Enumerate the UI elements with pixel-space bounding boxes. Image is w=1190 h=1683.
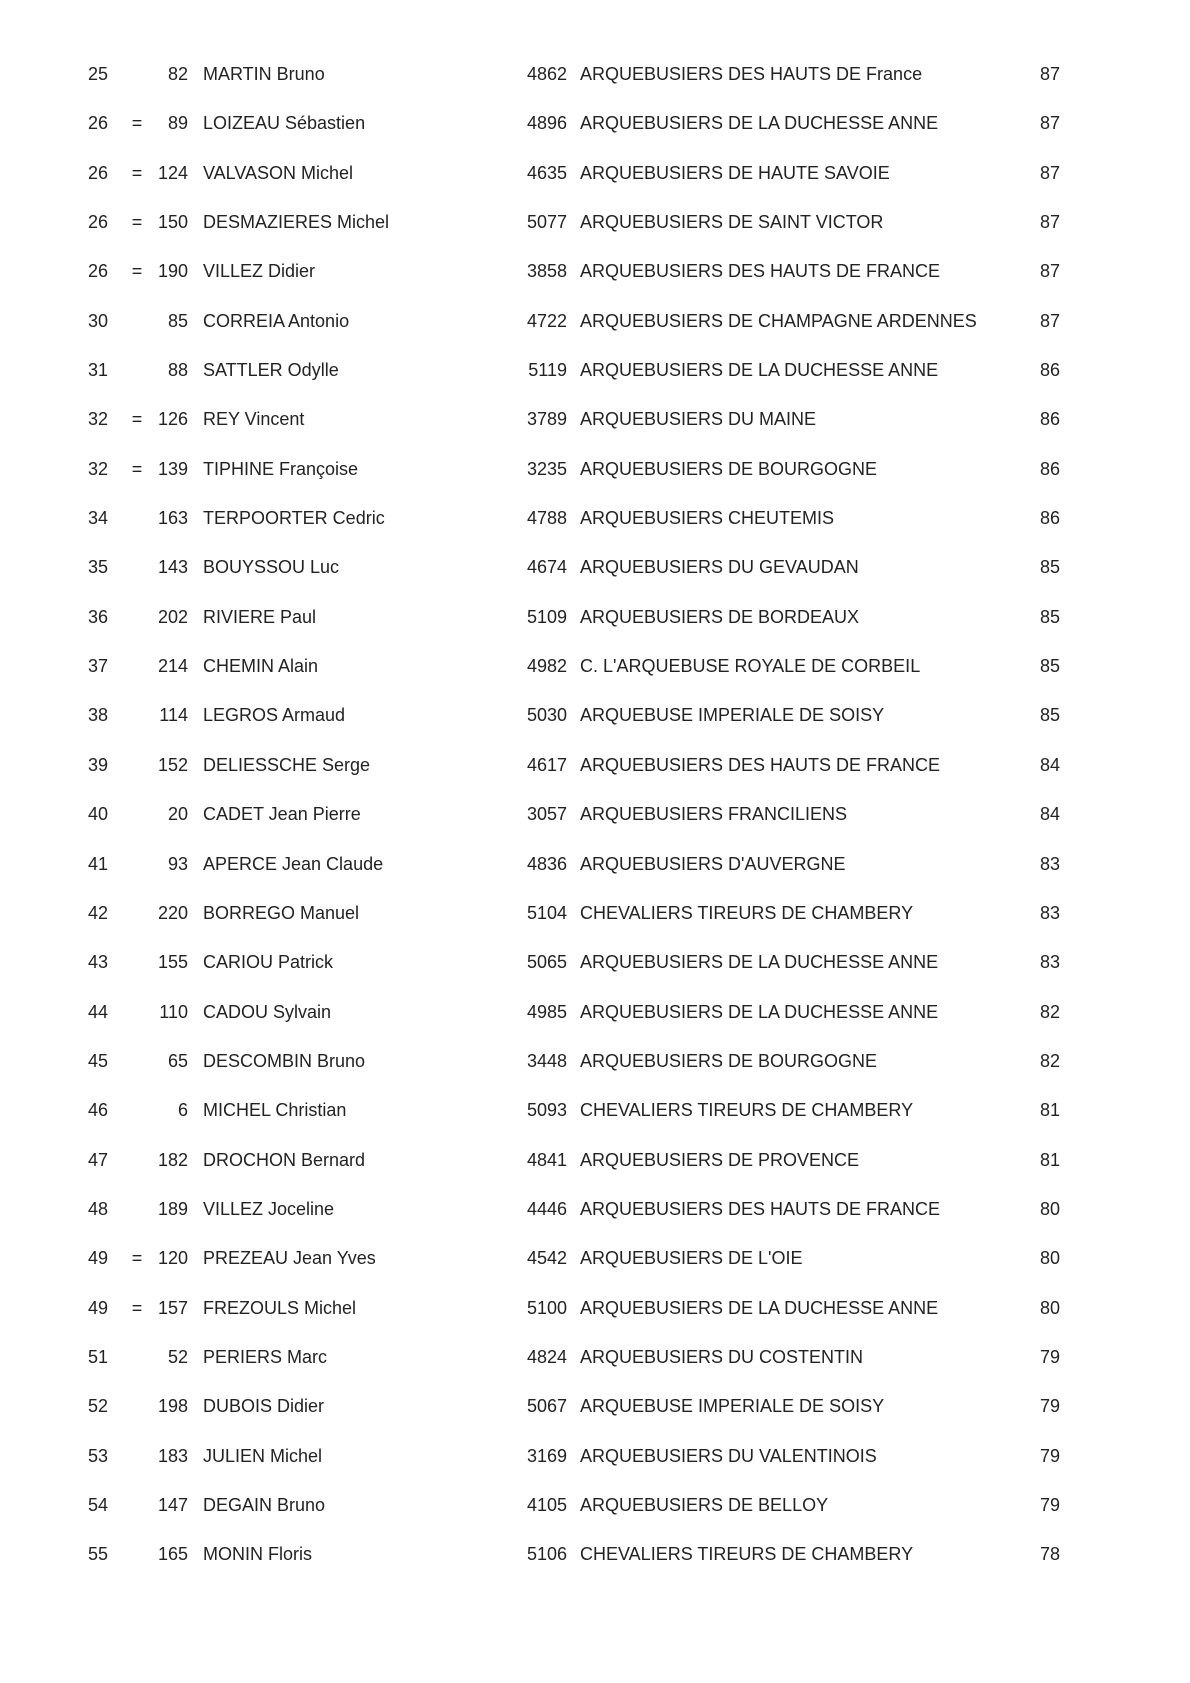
- result-row: [0, 506, 1190, 555]
- rank: 44: [88, 1001, 109, 1022]
- competitor-name: MARTIN Bruno: [203, 64, 325, 84]
- club-name: CHEVALIERS TIREURS DE CHAMBERY: [580, 1100, 914, 1121]
- competitor-name: VALVASON Michel: [203, 162, 354, 183]
- rank: 45: [88, 1050, 109, 1071]
- result-row: [0, 210, 1190, 259]
- bib-number: 124: [157, 162, 188, 183]
- tie-marker: =: [131, 113, 143, 134]
- competitor-name: CORREIA Antonio: [203, 310, 350, 331]
- result-row: [0, 358, 1190, 407]
- competitor-name: CADOU Sylvain: [203, 1001, 332, 1022]
- competitor-name: DESCOMBIN Bruno: [203, 1050, 366, 1071]
- score: 87: [1040, 64, 1061, 84]
- competitor-name: DUBOIS Didier: [203, 1396, 325, 1417]
- competitor-name: MICHEL Christian: [203, 1100, 347, 1121]
- rank: 51: [88, 1346, 109, 1367]
- licence-number: 4635: [526, 162, 567, 183]
- score: 79: [1040, 1396, 1061, 1417]
- bib-number: 198: [157, 1396, 188, 1417]
- competitor-name: RIVIERE Paul: [203, 606, 317, 627]
- club-name: ARQUEBUSIERS DU VALENTINOIS: [580, 1445, 877, 1466]
- bib-number: 6: [177, 1100, 188, 1121]
- competitor-name: BORREGO Manuel: [203, 902, 360, 923]
- tie-marker: =: [131, 409, 143, 430]
- club-name: ARQUEBUSIERS DU GEVAUDAN: [580, 557, 859, 578]
- tie-marker: =: [131, 458, 143, 479]
- rank: 54: [88, 1494, 109, 1515]
- licence-number: 5100: [526, 1297, 567, 1318]
- rank: 39: [88, 754, 109, 775]
- score: 80: [1040, 1297, 1061, 1318]
- club-name: ARQUEBUSIERS DE BELLOY: [580, 1494, 829, 1515]
- competitor-name: TERPOORTER Cedric: [203, 508, 385, 529]
- competitor-name: LEGROS Armaud: [203, 705, 346, 726]
- bib-number: 183: [157, 1445, 188, 1466]
- score: 82: [1040, 1001, 1061, 1022]
- licence-number: 5030: [526, 705, 567, 726]
- score: 85: [1040, 656, 1061, 677]
- competitor-name: JULIEN Michel: [203, 1445, 323, 1466]
- licence-number: 5067: [526, 1396, 567, 1417]
- club-name: ARQUEBUSIERS DES HAUTS DE FRANCE: [580, 754, 941, 775]
- score: 87: [1040, 261, 1061, 282]
- competitor-name: PREZEAU Jean Yves: [203, 1248, 376, 1269]
- licence-number: 3169: [526, 1445, 567, 1466]
- licence-number: 4788: [526, 508, 567, 529]
- result-row: [0, 1296, 1190, 1345]
- rank: 26: [88, 162, 109, 183]
- score: 86: [1040, 409, 1061, 430]
- rank: 48: [88, 1198, 109, 1219]
- licence-number: 4841: [526, 1149, 567, 1170]
- bib-number: 93: [167, 853, 188, 874]
- score: 86: [1040, 458, 1061, 479]
- bib-number: 82: [167, 64, 188, 84]
- result-row: [0, 753, 1190, 802]
- result-row: [0, 1049, 1190, 1098]
- licence-number: 4722: [526, 310, 567, 331]
- licence-number: 5109: [526, 606, 567, 627]
- rank: 52: [88, 1396, 109, 1417]
- club-name: ARQUEBUSIERS DES HAUTS DE FRANCE: [580, 1198, 941, 1219]
- bib-number: 190: [157, 261, 188, 282]
- bib-number: 202: [157, 606, 188, 627]
- rank: 32: [88, 458, 109, 479]
- result-row: [0, 62, 1190, 111]
- licence-number: 4446: [526, 1198, 567, 1219]
- rank: 43: [88, 952, 109, 973]
- bib-number: 163: [157, 508, 188, 529]
- club-name: CHEVALIERS TIREURS DE CHAMBERY: [580, 1544, 914, 1565]
- rank: 31: [88, 360, 109, 381]
- bib-number: 143: [157, 557, 188, 578]
- score: 85: [1040, 606, 1061, 627]
- result-row: [0, 457, 1190, 506]
- club-name: ARQUEBUSIERS DE LA DUCHESSE ANNE: [580, 1297, 939, 1318]
- competitor-name: CHEMIN Alain: [203, 656, 319, 677]
- score: 86: [1040, 360, 1061, 381]
- club-name: ARQUEBUSIERS DE PROVENCE: [580, 1149, 860, 1170]
- rank: 34: [88, 508, 109, 529]
- result-row: [0, 950, 1190, 999]
- result-row: [0, 1148, 1190, 1197]
- bib-number: 157: [157, 1297, 188, 1318]
- bib-number: 120: [157, 1248, 188, 1269]
- score: 87: [1040, 310, 1061, 331]
- results-list: [0, 62, 1190, 1592]
- result-row: [0, 1246, 1190, 1295]
- bib-number: 139: [157, 458, 188, 479]
- licence-number: 4824: [526, 1346, 567, 1367]
- tie-marker: =: [131, 212, 143, 233]
- club-name: ARQUEBUSIERS DE SAINT VICTOR: [580, 212, 884, 233]
- bib-number: 147: [157, 1494, 188, 1515]
- club-name: ARQUEBUSE IMPERIALE DE SOISY: [580, 1396, 885, 1417]
- club-name: ARQUEBUSIERS DE BOURGOGNE: [580, 1050, 878, 1071]
- result-row: [0, 1000, 1190, 1049]
- rank: 32: [88, 409, 109, 430]
- result-row: [0, 1444, 1190, 1493]
- club-name: ARQUEBUSIERS DU MAINE: [580, 409, 817, 430]
- score: 83: [1040, 952, 1061, 973]
- bib-number: 114: [159, 705, 188, 726]
- score: 81: [1040, 1100, 1061, 1121]
- rank: 35: [88, 557, 109, 578]
- club-name: ARQUEBUSIERS DU COSTENTIN: [580, 1346, 864, 1367]
- club-name: ARQUEBUSIERS DE CHAMPAGNE ARDENNES: [580, 310, 977, 331]
- result-row: [0, 901, 1190, 950]
- rank: 26: [88, 212, 109, 233]
- result-row: [0, 407, 1190, 456]
- rank: 55: [88, 1544, 109, 1565]
- club-name: ARQUEBUSIERS DES HAUTS DE France: [580, 64, 923, 84]
- competitor-name: DESMAZIERES Michel: [203, 212, 390, 233]
- competitor-name: VILLEZ Didier: [203, 261, 316, 282]
- club-name: ARQUEBUSIERS D'AUVERGNE: [580, 853, 846, 874]
- competitor-name: SATTLER Odylle: [203, 360, 339, 381]
- score: 82: [1040, 1050, 1061, 1071]
- bib-number: 165: [157, 1544, 188, 1565]
- club-name: ARQUEBUSIERS DE LA DUCHESSE ANNE: [580, 952, 939, 973]
- club-name: ARQUEBUSIERS FRANCILIENS: [580, 804, 848, 825]
- licence-number: 4862: [526, 64, 567, 84]
- bib-number: 182: [157, 1149, 188, 1170]
- bib-number: 52: [167, 1346, 188, 1367]
- tie-marker: =: [131, 261, 143, 282]
- competitor-name: BOUYSSOU Luc: [203, 557, 340, 578]
- score: 85: [1040, 557, 1061, 578]
- score: 87: [1040, 162, 1061, 183]
- licence-number: 3858: [526, 261, 567, 282]
- club-name: ARQUEBUSIERS DE LA DUCHESSE ANNE: [580, 1001, 939, 1022]
- licence-number: 5065: [526, 952, 567, 973]
- score: 80: [1040, 1248, 1061, 1269]
- rank: 41: [88, 853, 109, 874]
- score: 79: [1040, 1346, 1061, 1367]
- competitor-name: MONIN Floris: [203, 1544, 312, 1565]
- tie-marker: =: [131, 162, 143, 183]
- tie-marker: =: [131, 1297, 143, 1318]
- licence-number: 4105: [526, 1494, 567, 1515]
- rank: 53: [88, 1445, 109, 1466]
- competitor-name: DROCHON Bernard: [203, 1149, 366, 1170]
- competitor-name: CADET Jean Pierre: [203, 804, 361, 825]
- score: 86: [1040, 508, 1061, 529]
- score: 83: [1040, 853, 1061, 874]
- score: 78: [1040, 1544, 1061, 1565]
- rank: 36: [88, 606, 109, 627]
- rank: 49: [88, 1297, 109, 1318]
- competitor-name: LOIZEAU Sébastien: [203, 113, 366, 134]
- result-row: [0, 1394, 1190, 1443]
- result-row: [0, 1493, 1190, 1542]
- licence-number: 5104: [526, 902, 567, 923]
- rank: 26: [88, 113, 109, 134]
- licence-number: 5106: [526, 1544, 567, 1565]
- bib-number: 20: [167, 804, 188, 825]
- result-row: [0, 605, 1190, 654]
- result-row: [0, 309, 1190, 358]
- score: 80: [1040, 1198, 1061, 1219]
- competitor-name: DEGAIN Bruno: [203, 1494, 326, 1515]
- bib-number: 85: [167, 310, 188, 331]
- competitor-name: CARIOU Patrick: [203, 952, 334, 973]
- score: 84: [1040, 754, 1061, 775]
- bib-number: 150: [157, 212, 188, 233]
- score: 79: [1040, 1494, 1061, 1515]
- club-name: ARQUEBUSIERS DE LA DUCHESSE ANNE: [580, 113, 939, 134]
- bib-number: 65: [167, 1050, 188, 1071]
- result-row: [0, 1098, 1190, 1147]
- rank: 40: [88, 804, 109, 825]
- club-name: ARQUEBUSE IMPERIALE DE SOISY: [580, 705, 885, 726]
- bib-number: 89: [167, 113, 188, 134]
- score: 83: [1040, 902, 1061, 923]
- bib-number: 152: [157, 754, 188, 775]
- rank: 46: [88, 1100, 109, 1121]
- rank: 26: [88, 261, 109, 282]
- result-row: [0, 802, 1190, 851]
- club-name: C. L'ARQUEBUSE ROYALE DE CORBEIL: [580, 656, 921, 677]
- rank: 47: [88, 1149, 109, 1170]
- licence-number: 4985: [526, 1001, 567, 1022]
- result-row: [0, 111, 1190, 160]
- club-name: ARQUEBUSIERS CHEUTEMIS: [580, 508, 835, 529]
- rank: 25: [88, 64, 109, 84]
- competitor-name: REY Vincent: [203, 409, 305, 430]
- competitor-name: APERCE Jean Claude: [203, 853, 384, 874]
- bib-number: 155: [157, 952, 188, 973]
- competitor-name: DELIESSCHE Serge: [203, 754, 371, 775]
- licence-number: 5077: [526, 212, 567, 233]
- licence-number: 3057: [526, 804, 567, 825]
- score: 87: [1040, 113, 1061, 134]
- rank: 38: [88, 705, 109, 726]
- licence-number: 4982: [526, 656, 567, 677]
- result-row: [0, 555, 1190, 604]
- licence-number: 3448: [526, 1050, 567, 1071]
- licence-number: 3235: [526, 458, 567, 479]
- licence-number: 4542: [526, 1248, 567, 1269]
- rank: 49: [88, 1248, 109, 1269]
- score: 84: [1040, 804, 1061, 825]
- result-row: [0, 1345, 1190, 1394]
- club-name: ARQUEBUSIERS DE BOURGOGNE: [580, 458, 878, 479]
- bib-number: 220: [157, 902, 188, 923]
- competitor-name: FREZOULS Michel: [203, 1297, 357, 1318]
- licence-number: 4836: [526, 853, 567, 874]
- score: 79: [1040, 1445, 1061, 1466]
- result-row: [0, 703, 1190, 752]
- tie-marker: =: [131, 1248, 143, 1269]
- licence-number: 4674: [526, 557, 567, 578]
- bib-number: 189: [157, 1198, 188, 1219]
- bib-number: 110: [159, 1001, 188, 1022]
- score: 85: [1040, 705, 1061, 726]
- licence-number: 5119: [528, 360, 567, 381]
- rank: 30: [88, 310, 109, 331]
- licence-number: 3789: [526, 409, 567, 430]
- club-name: ARQUEBUSIERS DE L'OIE: [580, 1248, 803, 1269]
- score: 81: [1040, 1149, 1061, 1170]
- bib-number: 214: [157, 656, 188, 677]
- bib-number: 88: [167, 360, 188, 381]
- result-row: [0, 161, 1190, 210]
- result-row: [0, 1542, 1190, 1591]
- score: 87: [1040, 212, 1061, 233]
- result-row: [0, 1197, 1190, 1246]
- rank: 37: [88, 656, 109, 677]
- licence-number: 4896: [526, 113, 567, 134]
- result-row: [0, 654, 1190, 703]
- result-row: [0, 852, 1190, 901]
- result-row: [0, 259, 1190, 308]
- licence-number: 4617: [526, 754, 567, 775]
- competitor-name: PERIERS Marc: [203, 1346, 328, 1367]
- club-name: ARQUEBUSIERS DE BORDEAUX: [580, 606, 860, 627]
- club-name: ARQUEBUSIERS DE LA DUCHESSE ANNE: [580, 360, 939, 381]
- competitor-name: TIPHINE Françoise: [203, 458, 359, 479]
- competitor-name: VILLEZ Joceline: [203, 1198, 335, 1219]
- rank: 42: [88, 902, 109, 923]
- club-name: CHEVALIERS TIREURS DE CHAMBERY: [580, 902, 914, 923]
- club-name: ARQUEBUSIERS DE HAUTE SAVOIE: [580, 162, 890, 183]
- bib-number: 126: [157, 409, 188, 430]
- licence-number: 5093: [526, 1100, 567, 1121]
- club-name: ARQUEBUSIERS DES HAUTS DE FRANCE: [580, 261, 941, 282]
